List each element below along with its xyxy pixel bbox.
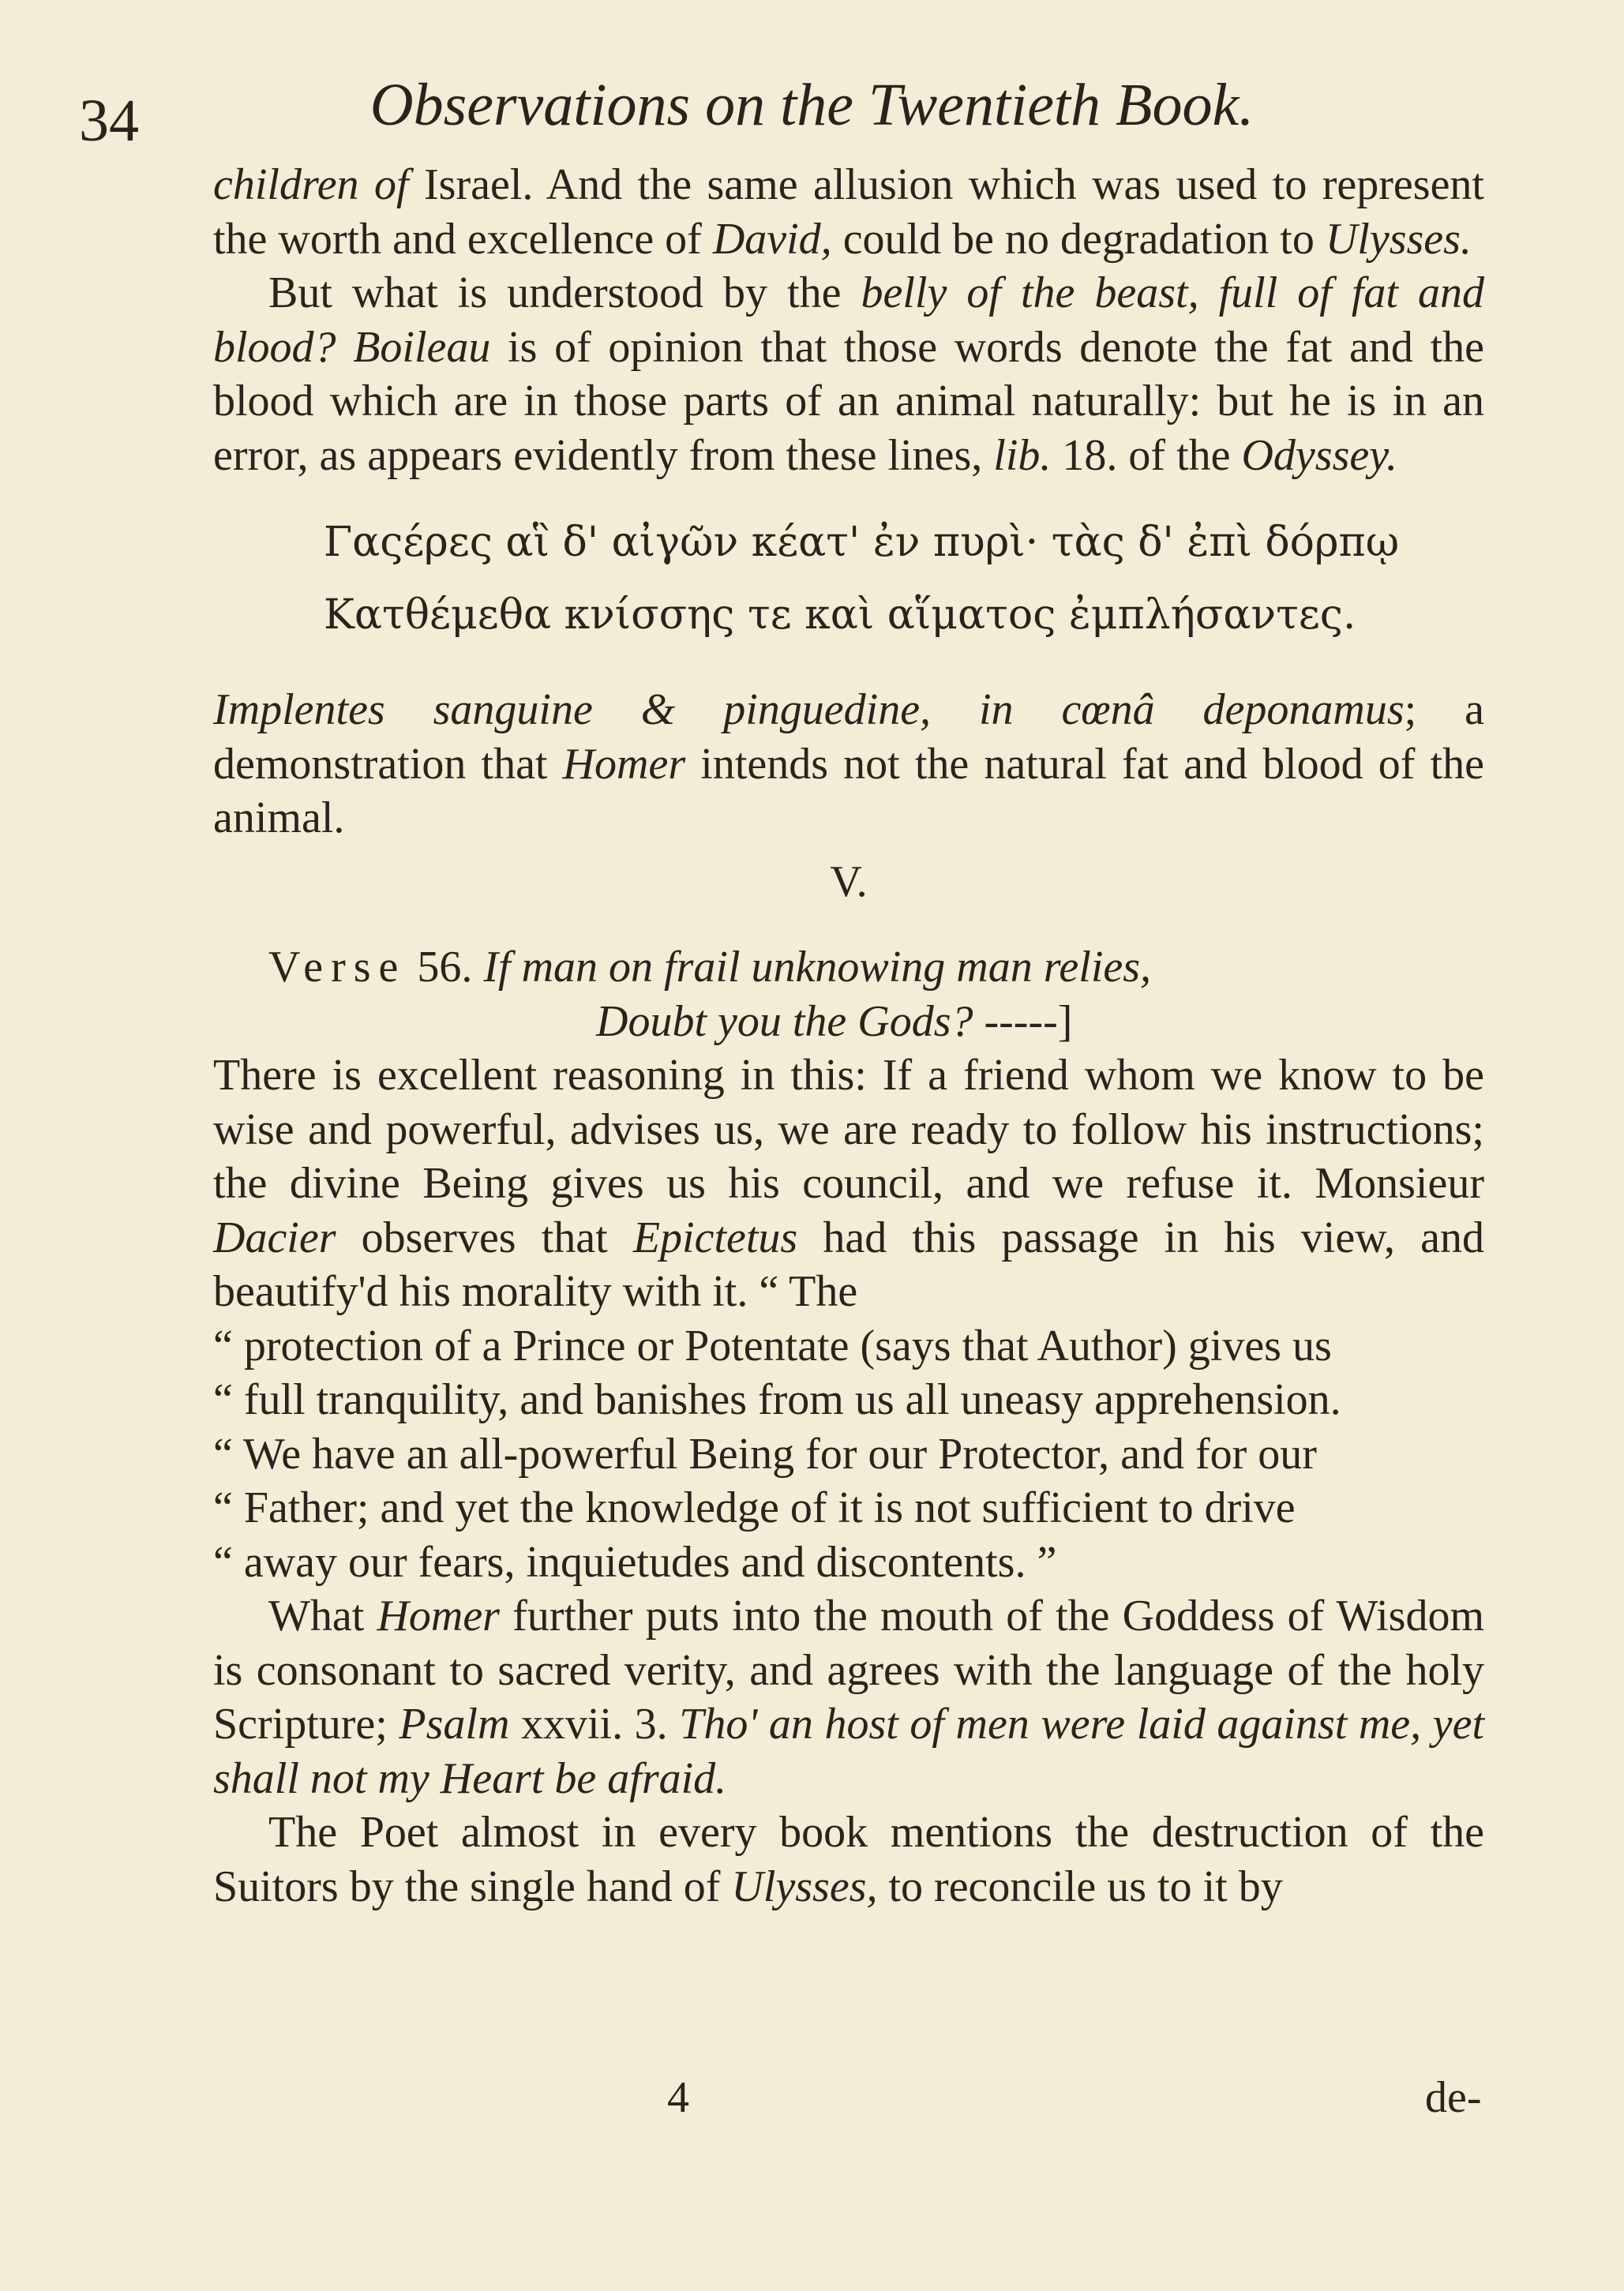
quote-line-1: “ protection of a Prince or Potentate (says that Author) gives us [213, 1321, 1332, 1370]
italic-epictetus: Epictetus [632, 1213, 798, 1262]
greek-quotation [324, 506, 1484, 651]
verse-line-2-wrap [596, 995, 1484, 1049]
greek-line-1: Γαςέρες αἳ δ' αἰγῶν κέατ' ἐν πυρὶ· τὰς δ' ἐπὶ δόρπῳ [324, 519, 1400, 566]
italic-homer: Homer [377, 1592, 500, 1640]
text-span: But what is understood by the [268, 268, 861, 317]
quote-line-4: “ Father; and yet the knowledge of it is not sufficient to drive [213, 1483, 1296, 1532]
italic-odyssey: Odyssey. [1241, 430, 1397, 480]
quote-line-5: “ away our fears, inquietudes and discontents. ” [213, 1537, 1057, 1587]
section-number: V. [830, 857, 868, 906]
italic-homer: Homer [562, 739, 686, 789]
text-span: Israel. And the same allusion which was used to represent the worth and excellence of [213, 160, 1484, 264]
italic-ulysses: Ulysses, [731, 1862, 878, 1911]
italic-psalm: Psalm [399, 1700, 510, 1749]
italic-latin-translation: Implentes sanguine & pinguedine, in cœnâ deponamus [213, 685, 1405, 734]
running-title: Observations on the Twentieth Book. [369, 72, 1255, 138]
verse-bracket: ] [1057, 996, 1073, 1046]
italic-lib: lib. [993, 430, 1052, 480]
text-span: could be no degradation to [831, 214, 1326, 264]
verse-label: Verse [268, 943, 407, 992]
paragraph-3 [213, 683, 1484, 846]
italic-dacier: Dacier [213, 1213, 336, 1262]
greek-line-2: Κατθέμεθα κνίσσης τε καὶ αἵματος ἐμπλήσαντες. [324, 591, 1356, 639]
text-span: had this passage in his view, and beautify'd his morality with it. “ The [213, 1213, 1485, 1316]
page-number: 34 [79, 88, 139, 154]
text-span: to reconcile us to it by [877, 1862, 1283, 1911]
text-span: observes that [336, 1213, 633, 1262]
catchword: de- [1425, 2073, 1482, 2122]
verse-citation [268, 940, 1484, 1048]
paragraph-6 [213, 1805, 1484, 1914]
body-text [213, 158, 1484, 1914]
italic-children-of: children of [213, 160, 409, 209]
text-span: xxvii. 3. [509, 1700, 680, 1749]
verse-number: 56. [417, 943, 473, 992]
quote-line-2: “ full tranquility, and banishes from us all uneasy apprehension. [213, 1375, 1341, 1424]
text-span: ; a demonstration that [213, 685, 1484, 789]
italic-david: David, [712, 214, 832, 264]
verse-line-2: Doubt you the Gods? ----- [596, 996, 1058, 1046]
text-span: intends not the natural fat and blood of the animal. [213, 739, 1484, 842]
italic-scripture-quote: Tho' an host of men were laid against me, yet shall not my Heart be afraid. [213, 1700, 1485, 1803]
verse-line-1: If man on frail unknowing man relies, [483, 943, 1152, 992]
text-span: is of opinion that those words denote the fat and the blood which are in those parts of an animal naturally: but he is in an error, as appears evidently from these lines, [213, 322, 1484, 480]
text-span: 18. of the [1051, 430, 1242, 480]
paragraph-2 [213, 266, 1484, 482]
text-span: What [268, 1592, 377, 1640]
text-span: There is excellent reasoning in this: If a friend whom we know to be wise and powerful, advises us, we are ready to follow his instructions; the divine Being gives us his council, and we refuse it. Monsieur [213, 1051, 1484, 1208]
text-span: further puts into the mouth of the Goddess of Wisdom is consonant to sacred verity, and agrees with the language of the holy Scripture; [213, 1592, 1484, 1749]
text-span: The Poet almost in every book mentions the destruction of the Suitors by the single hand of [213, 1808, 1484, 1911]
paragraph-1 [213, 158, 1484, 266]
signature-mark: 4 [667, 2073, 689, 2122]
paragraph-5 [213, 1589, 1484, 1805]
italic-ulysses: Ulysses. [1325, 214, 1472, 264]
quote-line-3: “ We have an all-powerful Being for our Protector, and for our [213, 1429, 1317, 1479]
paragraph-4 [213, 1048, 1484, 1319]
italic-belly-of-the-beast: belly of the beast, full of fat and blood? Boileau [213, 268, 1485, 372]
